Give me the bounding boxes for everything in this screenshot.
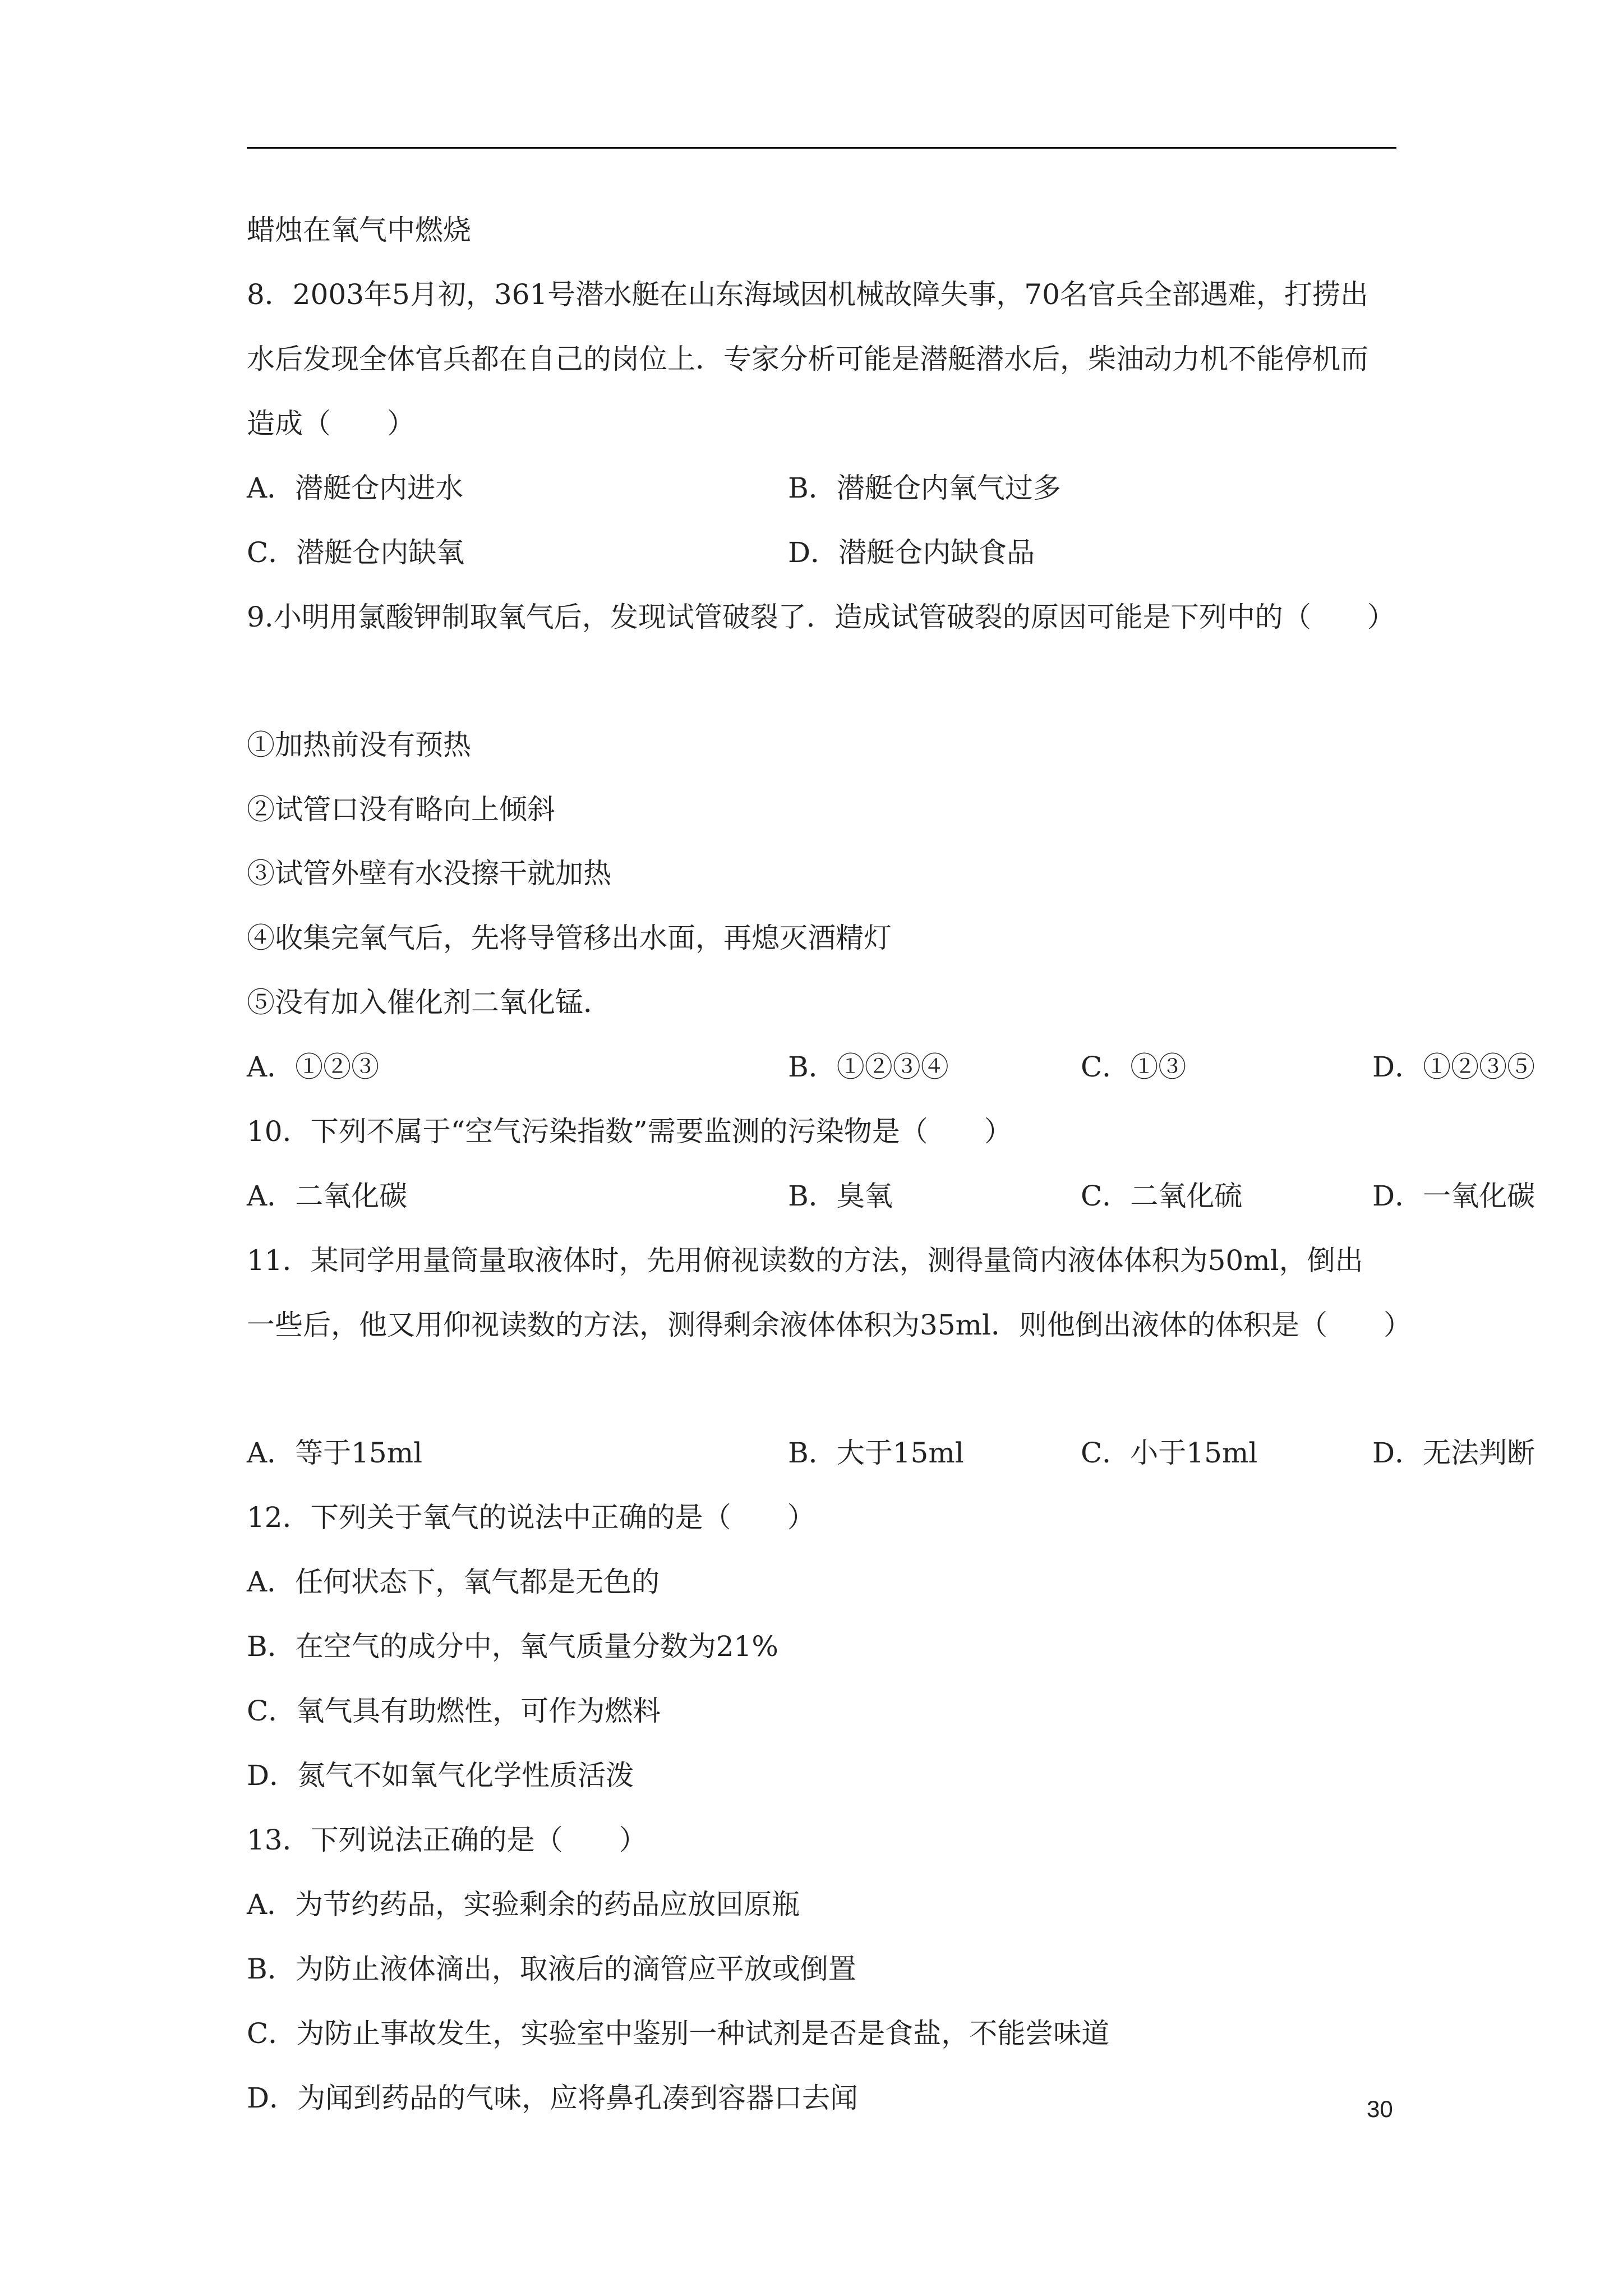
q8-stem-line-2: 水后发现全体官兵都在自己的岗位上．专家分析可能是潜艇潜水后，柴油动力机不能停机而: [247, 343, 1368, 375]
q11-stem-line-2: 一些后，他又用仰视读数的方法，测得剩余液体体积为35ml．则他倒出液体的体积是（ ）: [247, 1309, 1412, 1341]
continuation-text: 蜡烛在氧气中燃烧: [247, 214, 471, 246]
header-rule: [247, 147, 1396, 149]
q13-option-d: D．为闻到药品的气味，应将鼻孔凑到容器口去闻: [247, 2082, 859, 2114]
q10-option-c: C．二氧化硫: [1081, 1180, 1243, 1212]
q11-option-a: A．等于15ml: [247, 1437, 423, 1469]
q12-option-d: D．氮气不如氧气化学性质活泼: [247, 1759, 634, 1792]
q8-option-d: D．潜艇仓内缺食品: [788, 536, 1035, 569]
q8-stem-line-1: 8．2003年5月初，361号潜水艇在山东海域因机械故障失事，70名官兵全部遇难，打捞出: [247, 278, 1368, 311]
q9-option-d: D．①②③⑤: [1372, 1051, 1536, 1083]
q11-option-c: C．小于15ml: [1081, 1437, 1258, 1469]
q9-option-b: B．①②③④: [788, 1051, 949, 1083]
q13-option-b: B．为防止液体滴出，取液后的滴管应平放或倒置: [247, 1953, 856, 1985]
q10-stem: 10．下列不属于“空气污染指数”需要监测的污染物是（ ）: [247, 1115, 1012, 1148]
q9-option-c: C．①③: [1081, 1051, 1187, 1083]
q10-option-d: D．一氧化碳: [1372, 1180, 1536, 1212]
q13-option-c: C．为防止事故发生，实验室中鉴别一种试剂是否是食盐，不能尝味道: [247, 2017, 1110, 2050]
q9-item-3: ③试管外壁有水没擦干就加热: [247, 857, 611, 890]
q12-option-c: C．氧气具有助燃性，可作为燃料: [247, 1695, 661, 1727]
q9-options: [247, 1050, 1536, 1084]
q8-options-row-1: [247, 471, 1061, 505]
q9-item-1: ①加热前没有预热: [247, 729, 471, 761]
q11-option-b: B．大于15ml: [788, 1437, 964, 1469]
q9-option-a: A．①②③: [247, 1051, 380, 1083]
q12-option-a: A．任何状态下，氧气都是无色的: [247, 1566, 660, 1598]
q11-option-d: D．无法判断: [1372, 1437, 1536, 1469]
q11-options: [247, 1436, 1536, 1470]
page-number: 30: [1367, 2096, 1393, 2122]
q9-item-5: ⑤没有加入催化剂二氧化锰．: [247, 986, 611, 1019]
q9-item-2: ②试管口没有略向上倾斜: [247, 793, 555, 826]
q13-option-a: A．为节约药品，实验剩余的药品应放回原瓶: [247, 1888, 800, 1921]
q9-item-4: ④收集完氧气后，先将导管移出水面，再熄灭酒精灯: [247, 922, 892, 954]
q8-option-b: B．潜艇仓内氧气过多: [788, 472, 1061, 504]
q8-options-row-2: [247, 536, 1035, 569]
q8-option-c: C．潜艇仓内缺氧: [247, 536, 465, 569]
q10-option-a: A．二氧化碳: [247, 1180, 408, 1212]
q9-stem: 9.小明用氯酸钾制取氧气后，发现试管破裂了．造成试管破裂的原因可能是下列中的（ ）: [247, 601, 1395, 633]
q10-options: [247, 1179, 1536, 1213]
q8-option-a: A．潜艇仓内进水: [247, 472, 464, 504]
q12-stem: 12．下列关于氧气的说法中正确的是（ ）: [247, 1501, 815, 1534]
q12-option-b: B．在空气的成分中，氧气质量分数为21%: [247, 1630, 778, 1663]
q10-option-b: B．臭氧: [788, 1180, 893, 1212]
q11-stem-line-1: 11．某同学用量筒量取液体时，先用俯视读数的方法，测得量筒内液体体积为50ml，倒出: [247, 1244, 1363, 1277]
q8-stem-line-3: 造成（ ）: [247, 407, 415, 440]
q13-stem: 13．下列说法正确的是（ ）: [247, 1824, 647, 1856]
